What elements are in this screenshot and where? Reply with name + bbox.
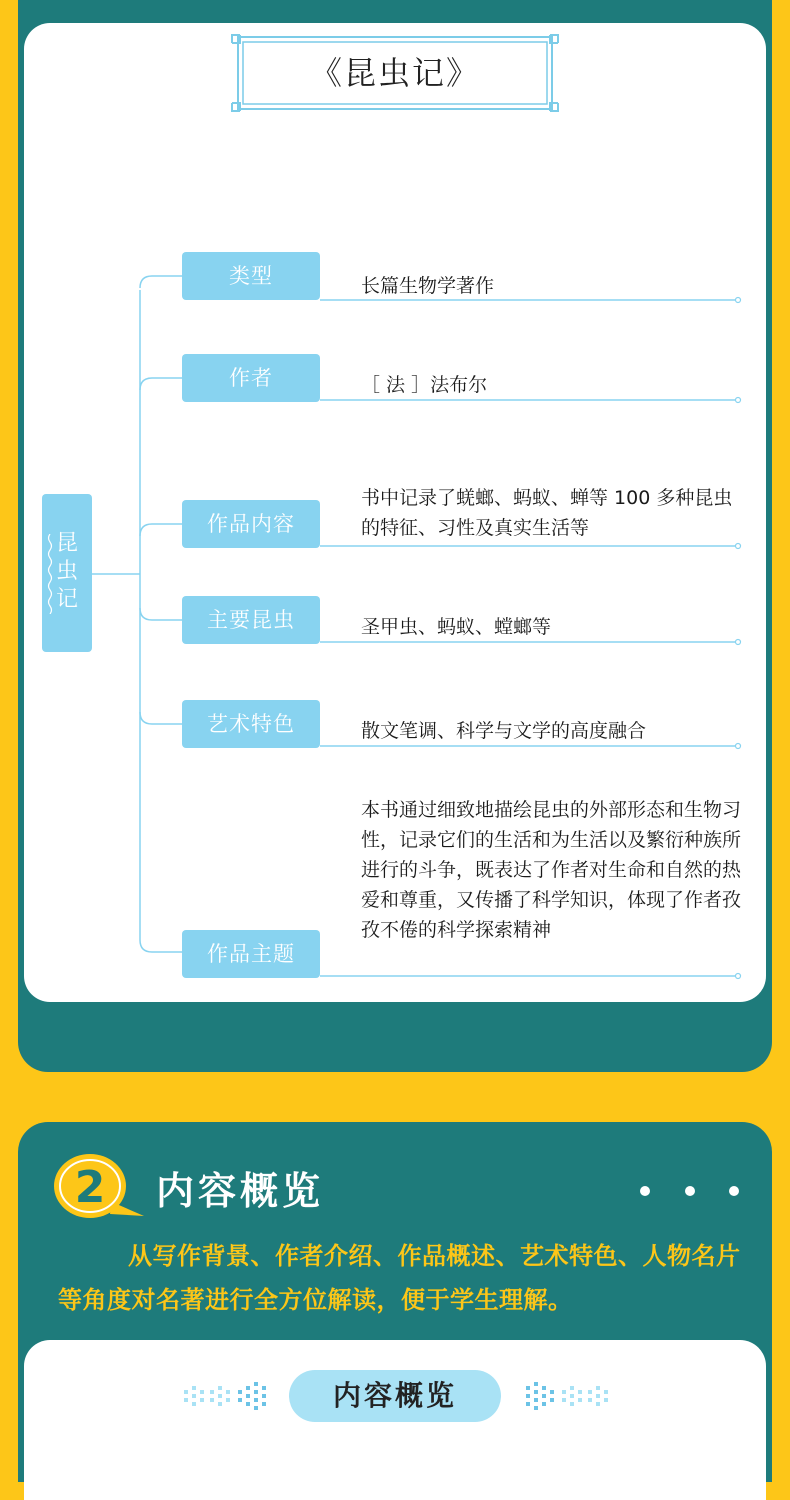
branch-value-content: 书中记录了蜣螂、蚂蚁、蝉等 100 多种昆虫的特征、习性及真实生活等 <box>361 487 733 539</box>
branch-value-author: ［ 法 ］法布尔 <box>361 374 488 396</box>
overview-subheading-pill <box>289 1370 501 1422</box>
book-title: 《昆虫记》 <box>309 54 480 92</box>
dot-icon <box>729 1186 739 1196</box>
branch-value-theme: 本书通过细致地描绘昆虫的外部形态和生物习性，记录它们的生活和为生活以及繁衍种族所进行的斗争，既表达了作者对生命和自然的热爱和尊重，又传播了科学知识，体现了作者孜孜不倦的科学探索精神 <box>361 799 742 941</box>
wavy-underline-icon <box>46 534 54 614</box>
mindmap <box>24 23 766 1002</box>
branch-label-author: 作者 <box>182 354 320 402</box>
section-title: 内容概览 <box>156 1169 325 1213</box>
pattern-right-icon <box>522 1381 612 1415</box>
branch-value-style: 散文笔调、科学与文学的高度融合 <box>361 720 647 742</box>
pattern-left-icon <box>184 1381 274 1415</box>
number-badge-shape <box>50 1152 146 1222</box>
book-panel <box>18 0 772 1072</box>
root-label-char: 虫 <box>55 559 78 584</box>
branch-value-type: 长篇生物学著作 <box>361 275 495 297</box>
section-number: 2 <box>74 1162 106 1213</box>
root-label-char: 记 <box>55 587 78 612</box>
branch-value-insects: 圣甲虫、蚂蚁、螳螂等 <box>361 616 552 638</box>
overview-card <box>24 1340 766 1500</box>
branch-label-content: 作品内容 <box>182 500 320 548</box>
dot-icon <box>685 1186 695 1196</box>
section-description: 从写作背景、作者介绍、作品概述、艺术特色、人物名片等角度对名著进行全方位解读，便于学生理解。 <box>58 1242 741 1314</box>
mindmap-card <box>24 23 766 1002</box>
root-node <box>42 494 92 652</box>
branch-label-theme: 作品主题 <box>182 930 320 978</box>
overview-subheading: 内容概览 <box>332 1379 457 1412</box>
branch-label-style: 艺术特色 <box>182 700 320 748</box>
overview-panel <box>18 1122 772 1482</box>
root-label-char: 昆 <box>55 531 78 556</box>
branch-label-type: 类型 <box>182 252 320 300</box>
section-number-badge <box>50 1152 146 1226</box>
branch-label-insects: 主要昆虫 <box>182 596 320 644</box>
root-label <box>42 530 92 614</box>
dot-icon <box>640 1186 650 1196</box>
